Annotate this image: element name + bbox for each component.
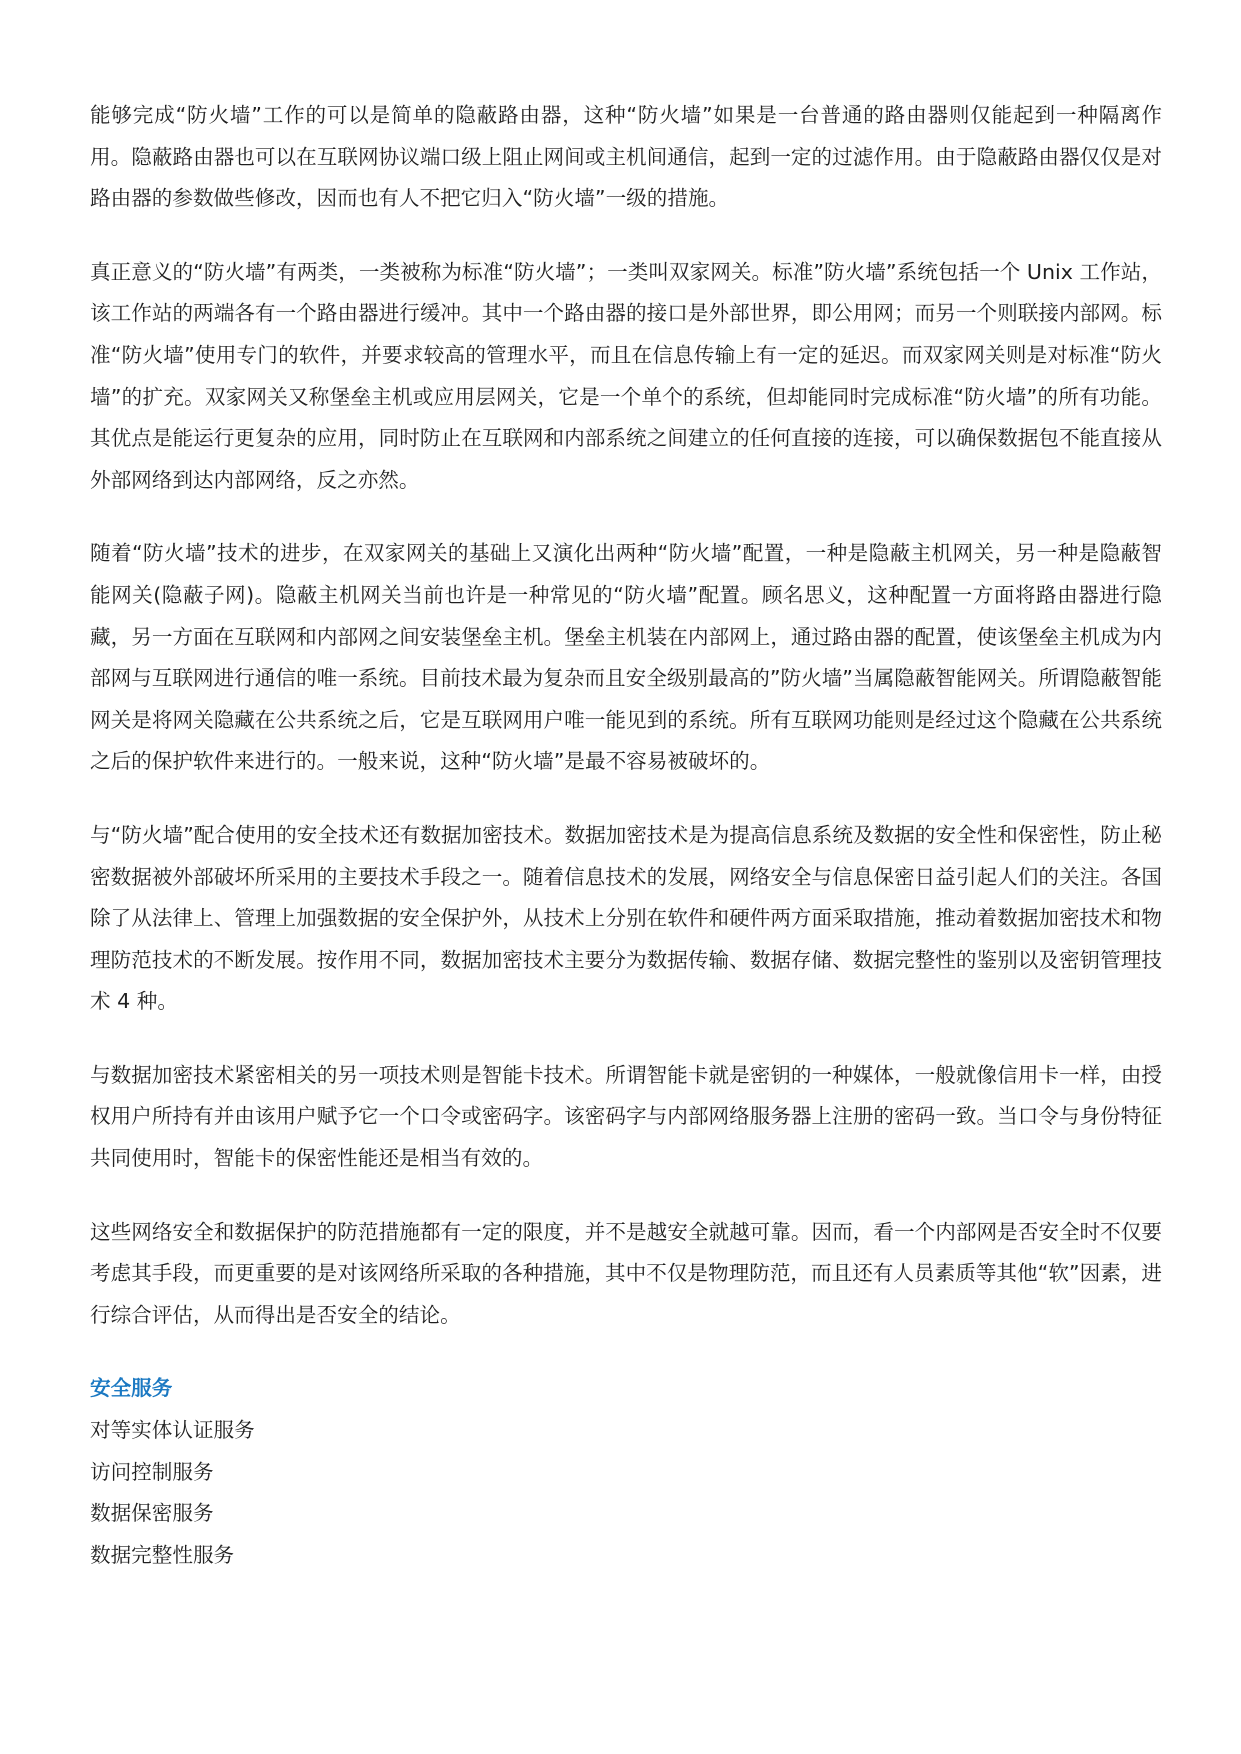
paragraph-firewall-configurations: 随着“防火墙”技术的进步，在双家网关的基础上又演化出两种“防火墙”配置，一种是隐蔽主机网关，另一种是隐蔽智能网关(隐蔽子网)。隐蔽主机网关当前也许是一种常见的“防火墙”配置。顾名思义，这种配置一方面将路由器进行隐藏，另一方面在互联网和内部网之间安装堡垒主机。堡垒主机装在内部网上，通过路由器的配置，使该堡垒主机成为内部网与互联网进行通信的唯一系统。目前技术最为复杂而且安全级别最高的”防火墙”当属隐蔽智能网关。所谓隐蔽智能网关是将网关隐藏在公共系统之后，它是互联网用户唯一能见到的系统。所有互联网功能则是经过这个隐藏在公共系统之后的保护软件来进行的。一般来说，这种“防火墙”是最不容易被破坏的。 xyxy=(90,541,1162,774)
list-item: 数据完整性服务 xyxy=(90,1542,235,1567)
paragraph-conclusion: 这些网络安全和数据保护的防范措施都有一定的限度，并不是越安全就越可靠。因而，看一个内部网是否安全时不仅要考虑其手段，而更重要的是对该网络所采取的各种措施，其中不仅是物理防范，而且还有人员素质等其他“软”因素，进行综合评估，从而得出是否安全的结论。 xyxy=(90,1219,1162,1327)
document-page xyxy=(90,95,1162,1576)
list-item: 数据保密服务 xyxy=(90,1501,214,1526)
section-title: 安全服务 xyxy=(90,1376,173,1401)
list-item: 访问控制服务 xyxy=(90,1459,214,1484)
paragraph-firewall-types: 真正意义的“防火墙”有两类，一类被称为标准“防火墙”；一类叫双家网关。标准”防火墙”系统包括一个 Unix 工作站，该工作站的两端各有一个路由器进行缓冲。其中一个路由器的接口是外部世界，即公用网；而另一个则联接内部网。标准“防火墙”使用专门的软件，并要求较高的管理水平，而且在信息传输上有一定的延迟。而双家网关则是对标准“防火墙”的扩充。双家网关又称堡垒主机或应用层网关，它是一个单个的系统，但却能同时完成标准“防火墙”的所有功能。其优点是能运行更复杂的应用，同时防止在互联网和内部系统之间建立的任何直接的连接，可以确保数据包不能直接从外部网络到达内部网络，反之亦然。 xyxy=(90,259,1162,492)
paragraph-smart-card: 与数据加密技术紧密相关的另一项技术则是智能卡技术。所谓智能卡就是密钥的一种媒体，一般就像信用卡一样，由授权用户所持有并由该用户赋予它一个口令或密码字。该密码字与内部网络服务器上注册的密码一致。当口令与身份特征共同使用时，智能卡的保密性能还是相当有效的。 xyxy=(90,1062,1162,1171)
paragraph-data-encryption: 与“防火墙”配合使用的安全技术还有数据加密技术。数据加密技术是为提高信息系统及数据的安全性和保密性，防止秘密数据被外部破坏所采用的主要技术手段之一。随着信息技术的发展，网络安全与信息保密日益引起人们的关注。各国除了从法律上、管理上加强数据的安全保护外，从技术上分别在软件和硬件两方面采取措施，推动着数据加密技术和物理防范技术的不断发展。按作用不同，数据加密技术主要分为数据传输、数据存储、数据完整性的鉴别以及密钥管理技术 4 种。 xyxy=(90,822,1162,1014)
list-item: 对等实体认证服务 xyxy=(90,1418,255,1443)
security-services-list xyxy=(90,1410,1162,1576)
paragraph-screened-router: 能够完成“防火墙”工作的可以是简单的隐蔽路由器，这种“防火墙”如果是一台普通的路由器则仅能起到一种隔离作用。隐蔽路由器也可以在互联网协议端口级上阻止网间或主机间通信，起到一定的过滤作用。由于隐蔽路由器仅仅是对路由器的参数做些修改，因而也有人不把它归入“防火墙”一级的措施。 xyxy=(90,103,1162,211)
